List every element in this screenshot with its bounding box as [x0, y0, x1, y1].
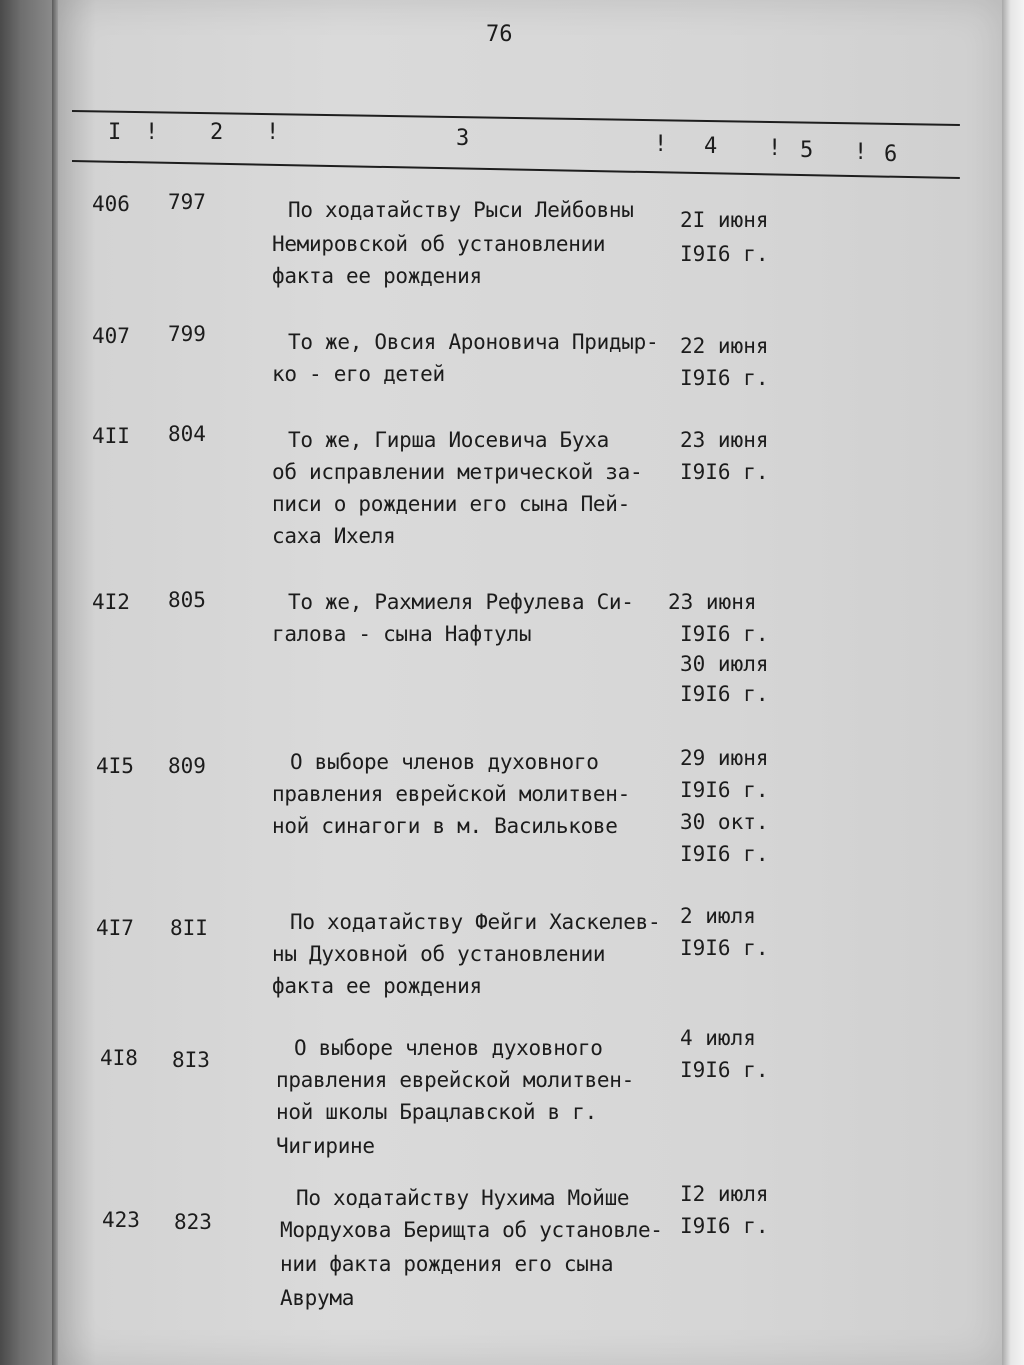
file-number: 799 — [168, 322, 206, 346]
record-number: 4II — [92, 424, 130, 448]
file-number: 805 — [168, 588, 206, 612]
description-line: об исправлении метрической за- — [272, 460, 643, 484]
description-line: ко - его детей — [272, 362, 445, 386]
description-line: По ходатайству Фейги Хаскелев- — [290, 910, 661, 934]
description-line: То же, Гирша Иосевича Буха — [288, 428, 609, 452]
date-line: I9I6 г. — [680, 936, 769, 960]
date-line: 30 окт. — [680, 810, 769, 834]
description-line: По ходатайству Рыси Лейбовны — [288, 198, 634, 222]
book-binding — [0, 0, 52, 1365]
file-number: 823 — [174, 1210, 212, 1234]
description-line: правления еврейской молитвен- — [276, 1068, 634, 1092]
header-separator: ! — [854, 140, 868, 165]
description-line: По ходатайству Нухима Мойше — [296, 1186, 630, 1210]
header-col-5: 5 — [800, 138, 814, 163]
description-line: галова - сына Нафтулы — [272, 622, 532, 646]
header-separator: ! — [145, 120, 159, 145]
header-col-2: 2 — [210, 120, 224, 145]
file-number: 797 — [168, 190, 206, 214]
date-line: I9I6 г. — [680, 242, 769, 266]
record-number: 406 — [92, 192, 130, 216]
file-number: 8II — [170, 916, 208, 940]
record-number: 407 — [92, 324, 130, 348]
description-line: О выборе членов духовного — [294, 1036, 603, 1060]
record-number: 423 — [102, 1208, 140, 1232]
description-line: То же, Рахмиеля Рефулева Си- — [288, 590, 634, 614]
description-line: писи о рождении его сына Пей- — [272, 492, 630, 516]
file-number: 8I3 — [172, 1048, 210, 1072]
date-line: I9I6 г. — [680, 366, 769, 390]
description-line: О выборе членов духовного — [290, 750, 599, 774]
description-line: ной школы Брацлавской в г. — [276, 1100, 597, 1124]
description-line: ной синагоги в м. Василькове — [272, 814, 618, 838]
date-line: I9I6 г. — [680, 1214, 769, 1238]
header-col-3: 3 — [456, 126, 470, 151]
date-line: I9I6 г. — [680, 778, 769, 802]
record-number: 4I7 — [96, 916, 134, 940]
date-line: 4 июля — [680, 1026, 756, 1050]
description-line: Мордухова Берищта об установле- — [280, 1218, 663, 1242]
description-line: ны Духовной об установлении — [272, 942, 606, 966]
date-line: 30 июля — [680, 652, 769, 676]
date-line: I9I6 г. — [680, 460, 769, 484]
date-line: I2 июля — [680, 1182, 769, 1206]
description-line: нии факта рождения его сына — [280, 1252, 614, 1276]
record-number: 4I8 — [100, 1046, 138, 1070]
file-number: 809 — [168, 754, 206, 778]
header-col-4: 4 — [704, 134, 718, 159]
date-line: I9I6 г. — [680, 622, 769, 646]
date-line: 29 июня — [680, 746, 769, 770]
description-line: факта ее рождения — [272, 264, 482, 288]
header-col-1: I — [108, 120, 122, 145]
date-line: 2I июня — [680, 208, 769, 232]
description-line: факта ее рождения — [272, 974, 482, 998]
page-stack-edge — [1002, 0, 1024, 1365]
record-number: 4I2 — [92, 590, 130, 614]
description-line: Чигирине — [276, 1134, 375, 1158]
description-line: саха Ихеля — [272, 524, 396, 548]
description-line: правления еврейской молитвен- — [272, 782, 630, 806]
date-line: 22 июня — [680, 334, 769, 358]
description-line: То же, Овсия Ароновича Придыр- — [288, 330, 659, 354]
header-separator: ! — [654, 132, 668, 157]
date-line: I9I6 г. — [680, 682, 769, 706]
date-line: 23 июня — [680, 428, 769, 452]
description-line: Немировской об установлении — [272, 232, 606, 256]
date-line: I9I6 г. — [680, 1058, 769, 1082]
date-line: 23 июня — [668, 590, 757, 614]
header-separator: ! — [266, 120, 280, 145]
record-number: 4I5 — [96, 754, 134, 778]
date-line: 2 июля — [680, 904, 756, 928]
file-number: 804 — [168, 422, 206, 446]
description-line: Аврума — [280, 1286, 355, 1310]
header-col-6: 6 — [884, 142, 898, 167]
header-separator: ! — [768, 136, 782, 161]
date-line: I9I6 г. — [680, 842, 769, 866]
page-number: 76 — [486, 22, 513, 47]
